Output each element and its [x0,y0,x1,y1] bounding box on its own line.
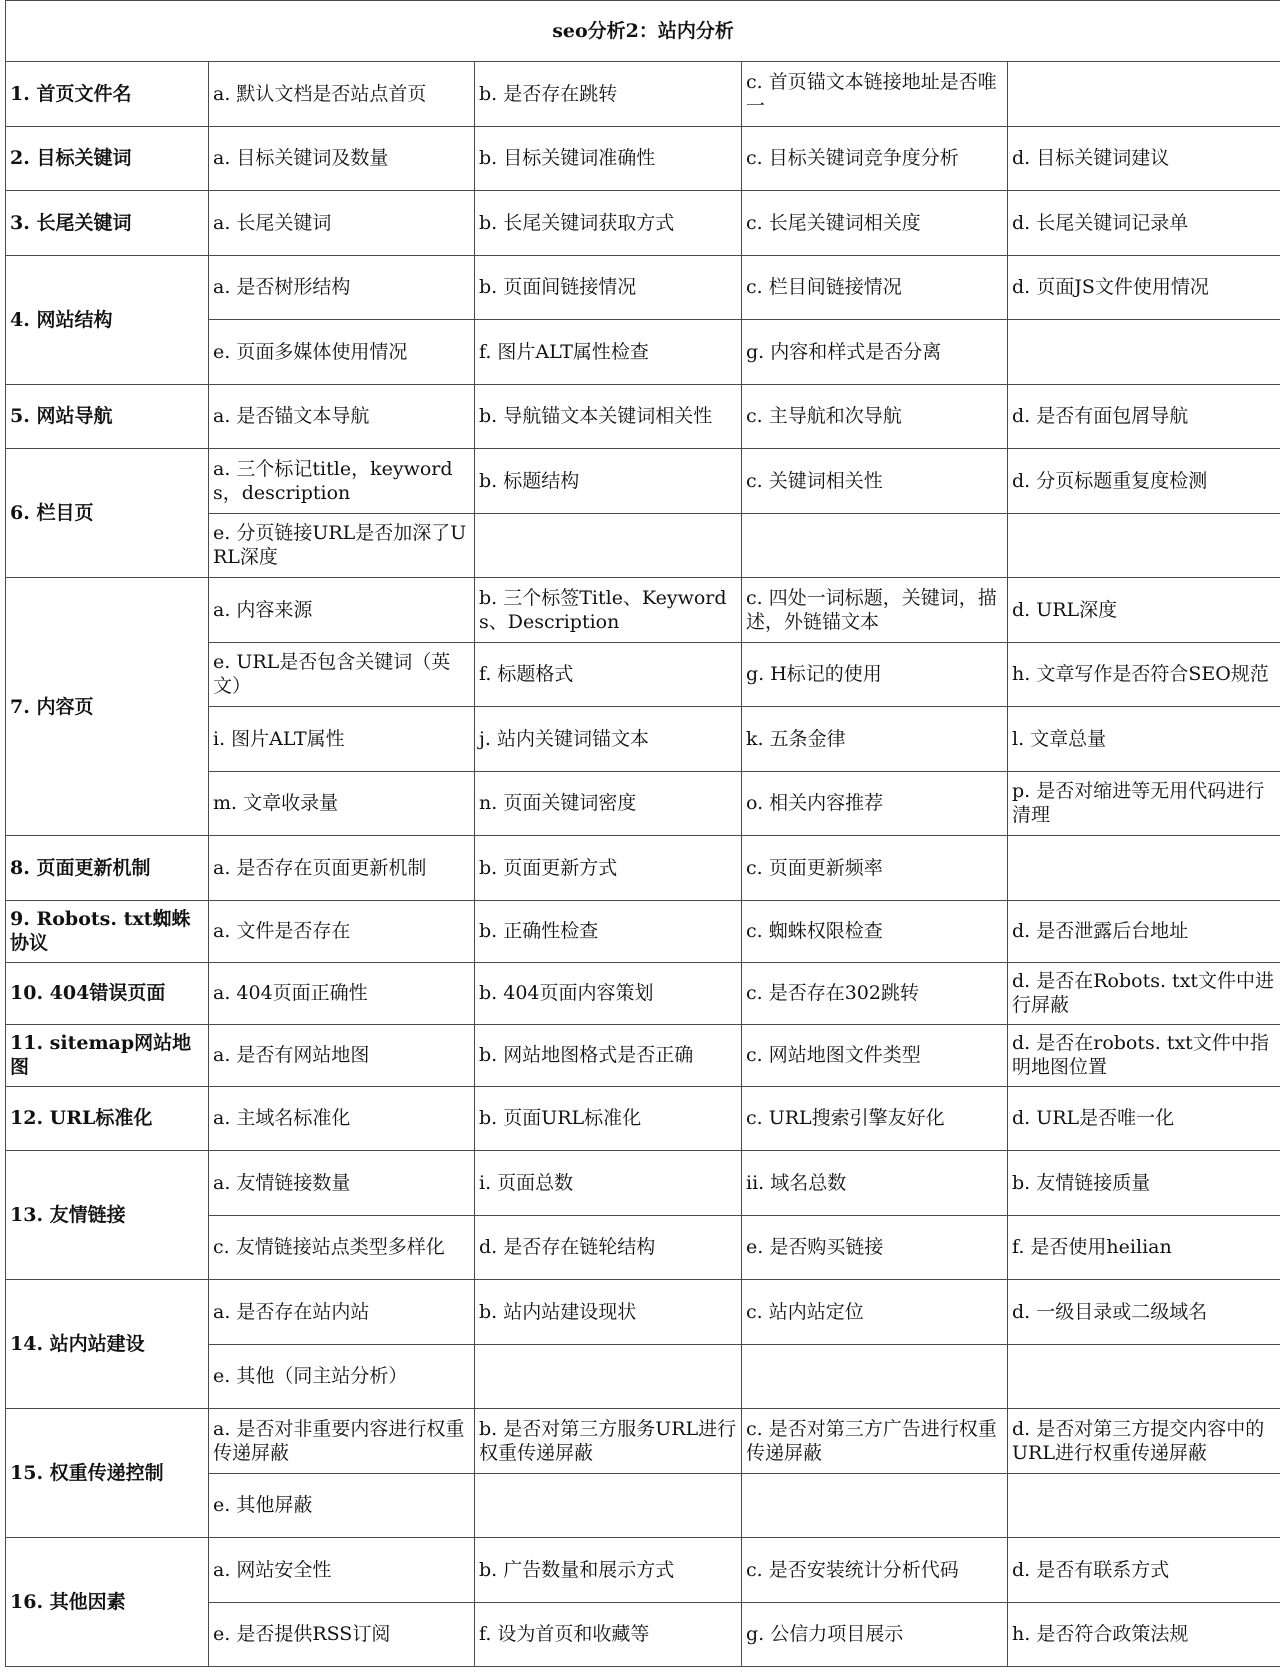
table-row [6,1086,1280,1151]
check-item: f. 是否使用heilian [1008,1215,1280,1280]
check-item: d. 是否泄露后台地址 [1008,900,1280,962]
category-label: 11. sitemap网站地图 [6,1024,209,1086]
check-item: j. 站内关键词锚文本 [475,707,742,772]
category-label: 16. 其他因素 [6,1538,209,1667]
check-item: n. 页面关键词密度 [475,771,742,836]
category-label: 10. 404错误页面 [6,962,209,1024]
check-item: b. 网站地图格式是否正确 [475,1024,742,1086]
check-item [742,1344,1008,1409]
check-item: a. 内容来源 [209,578,475,643]
table-row [6,191,1280,256]
check-item: c. 栏目间链接情况 [742,255,1008,320]
check-item: c. 站内站定位 [742,1280,1008,1345]
check-item [1008,1473,1280,1538]
check-item: d. 是否在robots. txt文件中指明地图位置 [1008,1024,1280,1086]
check-item: c. 四处一词标题，关键词，描述，外链锚文本 [742,578,1008,643]
check-item: g. H标记的使用 [742,642,1008,707]
table-row [6,900,1280,962]
table-row [6,384,1280,449]
check-item: i. 图片ALT属性 [209,707,475,772]
check-item: e. 分页链接URL是否加深了URL深度 [209,513,475,578]
check-item: c. 主导航和次导航 [742,384,1008,449]
check-item: a. 是否对非重要内容进行权重传递屏蔽 [209,1409,475,1474]
check-item: b. 是否存在跳转 [475,62,742,127]
check-item: e. 是否提供RSS订阅 [209,1602,475,1667]
check-item: a. 是否存在页面更新机制 [209,836,475,901]
check-item: c. 首页锚文本链接地址是否唯一 [742,62,1008,127]
check-item: c. 页面更新频率 [742,836,1008,901]
check-item: d. 一级目录或二级域名 [1008,1280,1280,1345]
check-item: d. 页面JS文件使用情况 [1008,255,1280,320]
check-item: i. 页面总数 [475,1151,742,1216]
check-item: d. URL是否唯一化 [1008,1086,1280,1151]
seo-analysis-table [5,0,1280,1667]
check-item: l. 文章总量 [1008,707,1280,772]
table-row [6,62,1280,127]
check-item: e. URL是否包含关键词（英文） [209,642,475,707]
check-item: d. 是否有联系方式 [1008,1538,1280,1603]
category-label: 4. 网站结构 [6,255,209,384]
check-item: a. 文件是否存在 [209,900,475,962]
check-item: a. 是否有网站地图 [209,1024,475,1086]
check-item: a. 是否锚文本导航 [209,384,475,449]
check-item [1008,62,1280,127]
category-label: 13. 友情链接 [6,1151,209,1280]
category-label: 15. 权重传递控制 [6,1409,209,1538]
table-row [6,836,1280,901]
check-item [1008,1344,1280,1409]
check-item: d. 是否有面包屑导航 [1008,384,1280,449]
check-item: b. 导航锚文本关键词相关性 [475,384,742,449]
category-label: 3. 长尾关键词 [6,191,209,256]
check-item: f. 标题格式 [475,642,742,707]
category-label: 2. 目标关键词 [6,126,209,191]
category-label: 9. Robots. txt蜘蛛协议 [6,900,209,962]
check-item: h. 是否符合政策法规 [1008,1602,1280,1667]
check-item: m. 文章收录量 [209,771,475,836]
table-row [6,449,1280,514]
table-row [6,1151,1280,1216]
check-item: a. 长尾关键词 [209,191,475,256]
check-item [475,1344,742,1409]
check-item: b. 正确性检查 [475,900,742,962]
check-item [1008,513,1280,578]
check-item: o. 相关内容推荐 [742,771,1008,836]
check-item: b. 广告数量和展示方式 [475,1538,742,1603]
table-row [6,126,1280,191]
check-item: d. 分页标题重复度检测 [1008,449,1280,514]
check-item: d. 是否存在链轮结构 [475,1215,742,1280]
check-item: c. 是否存在302跳转 [742,962,1008,1024]
table-row [6,1409,1280,1474]
check-item: b. 站内站建设现状 [475,1280,742,1345]
category-label: 12. URL标准化 [6,1086,209,1151]
check-item: d. 是否对第三方提交内容中的URL进行权重传递屏蔽 [1008,1409,1280,1474]
check-item: d. 是否在Robots. txt文件中进行屏蔽 [1008,962,1280,1024]
check-item: a. 三个标记title，keywords，description [209,449,475,514]
category-label: 7. 内容页 [6,578,209,836]
check-item: b. 404页面内容策划 [475,962,742,1024]
check-item: b. 页面更新方式 [475,836,742,901]
check-item: c. 是否对第三方广告进行权重传递屏蔽 [742,1409,1008,1474]
check-item: g. 公信力项目展示 [742,1602,1008,1667]
sheet-title: seo分析2：站内分析 [6,1,1280,62]
title-row [6,1,1280,62]
check-item: d. 长尾关键词记录单 [1008,191,1280,256]
check-item: c. 友情链接站点类型多样化 [209,1215,475,1280]
check-item: a. 是否存在站内站 [209,1280,475,1345]
check-item: c. 关键词相关性 [742,449,1008,514]
check-item: b. 页面URL标准化 [475,1086,742,1151]
check-item: e. 页面多媒体使用情况 [209,320,475,385]
check-item: c. 目标关键词竞争度分析 [742,126,1008,191]
check-item: a. 默认文档是否站点首页 [209,62,475,127]
check-item: e. 是否购买链接 [742,1215,1008,1280]
check-item: k. 五条金律 [742,707,1008,772]
check-item [742,513,1008,578]
table-row [6,578,1280,643]
check-item: a. 网站安全性 [209,1538,475,1603]
check-item: a. 是否树形结构 [209,255,475,320]
check-item: b. 长尾关键词获取方式 [475,191,742,256]
table-row [6,1024,1280,1086]
check-item: d. 目标关键词建议 [1008,126,1280,191]
check-item: c. 蜘蛛权限检查 [742,900,1008,962]
category-label: 5. 网站导航 [6,384,209,449]
check-item [475,513,742,578]
check-item: f. 设为首页和收藏等 [475,1602,742,1667]
check-item [475,1473,742,1538]
category-label: 14. 站内站建设 [6,1280,209,1409]
check-item: b. 标题结构 [475,449,742,514]
check-item: g. 内容和样式是否分离 [742,320,1008,385]
check-item: d. URL深度 [1008,578,1280,643]
check-item: a. 主域名标准化 [209,1086,475,1151]
table-row [6,1538,1280,1603]
check-item: c. 是否安装统计分析代码 [742,1538,1008,1603]
check-item: a. 404页面正确性 [209,962,475,1024]
category-label: 1. 首页文件名 [6,62,209,127]
check-item: p. 是否对缩进等无用代码进行清理 [1008,771,1280,836]
check-item: a. 友情链接数量 [209,1151,475,1216]
check-item [742,1473,1008,1538]
check-item: b. 三个标签Title、Keywords、Description [475,578,742,643]
check-item: h. 文章写作是否符合SEO规范 [1008,642,1280,707]
check-item: c. 长尾关键词相关度 [742,191,1008,256]
check-item: c. 网站地图文件类型 [742,1024,1008,1086]
check-item [1008,836,1280,901]
check-item [1008,320,1280,385]
check-item: c. URL搜索引擎友好化 [742,1086,1008,1151]
check-item: a. 目标关键词及数量 [209,126,475,191]
check-item: b. 友情链接质量 [1008,1151,1280,1216]
category-label: 6. 栏目页 [6,449,209,578]
table-row [6,255,1280,320]
check-item: f. 图片ALT属性检查 [475,320,742,385]
check-item: e. 其他屏蔽 [209,1473,475,1538]
table-row [6,1280,1280,1345]
check-item: ii. 域名总数 [742,1151,1008,1216]
table-row [6,962,1280,1024]
check-item: b. 目标关键词准确性 [475,126,742,191]
check-item: b. 页面间链接情况 [475,255,742,320]
check-item: e. 其他（同主站分析） [209,1344,475,1409]
check-item: b. 是否对第三方服务URL进行权重传递屏蔽 [475,1409,742,1474]
category-label: 8. 页面更新机制 [6,836,209,901]
